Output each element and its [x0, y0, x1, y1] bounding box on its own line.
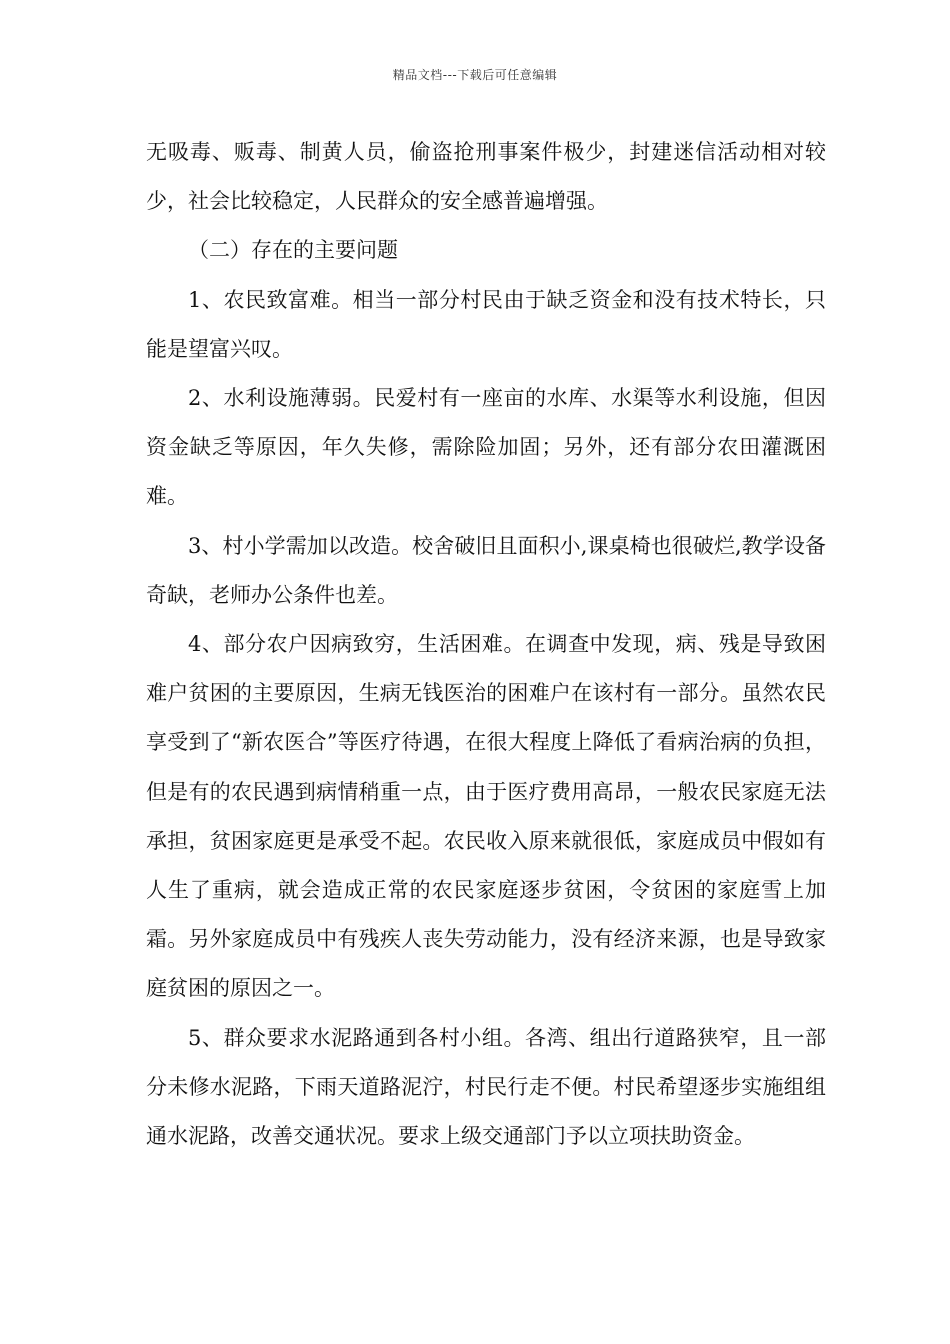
paragraph-continuation: 无吸毒、贩毒、制黄人员，偷盗抢刑事案件极少，封建迷信活动相对较少，社会比较稳定，人民群众的安全感普遍增强。 [146, 140, 826, 214]
paragraph-issue-4: 4、部分农户因病致穷，生活困难。在调查中发现，病、残是导致困难户贫困的主要原因，生病无钱医治的困难户在该村有一部分。虽然农民享受到了“新农医合”等医疗待遇，在很大程度上降低了看病治病的负担，但是有的农民遇到病情稍重一点，由于医疗费用高昂，一般农民家庭无法承担，贫困家庭更是承受不起。农民收入原来就很低，家庭成员中假如有人生了重病，就会造成正常的农民家庭逐步贫困，令贫困的家庭雪上加霜。另外家庭成员中有残疾人丧失劳动能力，没有经济来源，也是导致家庭贫困的原因之一。 [146, 632, 826, 1001]
paragraph-issue-2: 2、水利设施薄弱。民爱村有一座亩的水库、水渠等水利设施，但因资金缺乏等原因，年久失修，需除险加固；另外，还有部分农田灌溉困难。 [146, 386, 826, 509]
paragraph-issue-3: 3、村小学需加以改造。校舍破旧且面积小,课桌椅也很破烂,教学设备奇缺，老师办公条件也差。 [146, 533, 826, 607]
paragraph-issue-5: 5、群众要求水泥路通到各村小组。各湾、组出行道路狭窄，且一部分未修水泥路，下雨天道路泥泞，村民行走不便。村民希望逐步实施组组通水泥路，改善交通状况。要求上级交通部门予以立项扶助资金。 [146, 1025, 826, 1149]
section-heading: （二）存在的主要问题 [188, 238, 398, 263]
document-body [146, 128, 826, 1161]
paragraph-issue-1: 1、农民致富难。相当一部分村民由于缺乏资金和没有技术特长，只能是望富兴叹。 [146, 287, 826, 361]
page-header: 精品文档---下载后可任意编辑 [392, 68, 558, 82]
